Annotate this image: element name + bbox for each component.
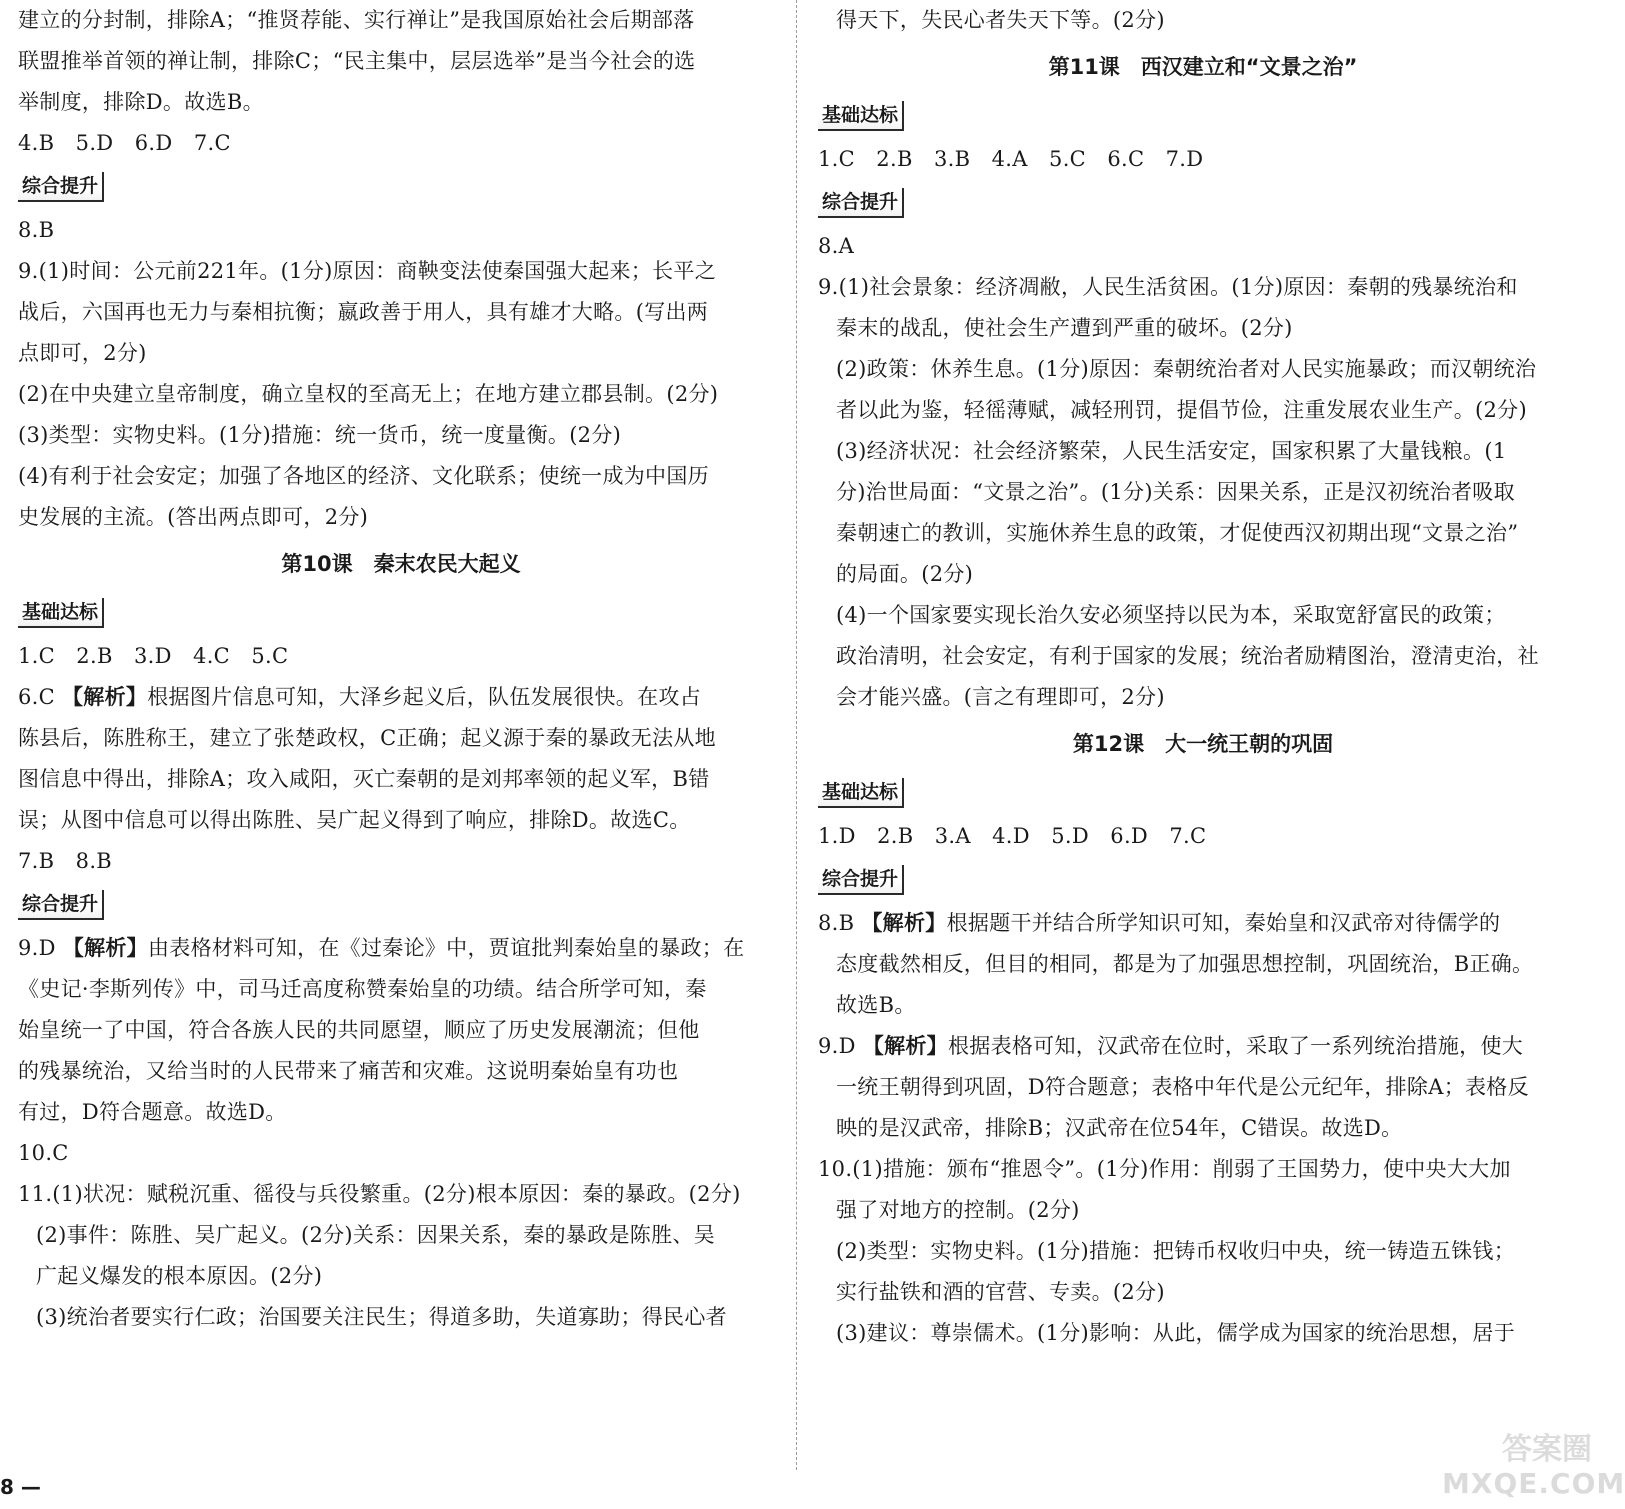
section-tag-zonghe: 综合提升 — [818, 865, 904, 895]
answer-line: 10.C — [18, 1141, 69, 1165]
text-line: 联盟推举首领的禅让制，排除C；“民主集中，层层选举”是当今社会的选 — [18, 49, 696, 73]
text-line: (2)类型：实物史料。(1分)措施：把铸币权收归中央，统一铸造五铢钱； — [836, 1239, 1515, 1263]
text-line: 秦末的战乱，使社会生产遭到严重的破坏。(2分) — [836, 316, 1293, 340]
text-line: (2)在中央建立皇帝制度，确立皇权的至高无上；在地方建立郡县制。(2分) — [18, 382, 719, 406]
section-tag-zonghe: 综合提升 — [18, 890, 104, 920]
analysis-line — [18, 677, 784, 718]
analysis-line — [18, 928, 784, 969]
column-divider — [796, 0, 797, 1470]
text-line: 秦朝速亡的教训，实施休养生息的政策，才促使西汉初期出现“文景之治” — [836, 521, 1519, 545]
watermark-top: 答案圈 — [1502, 1432, 1592, 1467]
left-column — [0, 0, 790, 1338]
text-line: 10.(1)措施：颁布“推恩令”。(1分)作用：削弱了王国势力，使中央大大加 — [818, 1157, 1511, 1181]
text-line: 举制度，排除D。故选B。 — [18, 90, 264, 114]
section-tag-zonghe: 综合提升 — [18, 172, 104, 202]
text-line: 映的是汉武帝，排除B；汉武帝在位54年，C错误。故选D。 — [836, 1116, 1403, 1140]
section-tag-jichu: 基础达标 — [18, 598, 104, 628]
text-line: 9.(1)社会景象：经济凋敝，人民生活贫困。(1分)原因：秦朝的残暴统治和 — [818, 275, 1518, 299]
question-answer: 9.D — [818, 1034, 856, 1058]
text-line: 陈县后，陈胜称王，建立了张楚政权，C正确；起义源于秦的暴政无法从地 — [18, 726, 716, 750]
text-line: 战后，六国再也无力与秦相抗衡；嬴政善于用人，具有雄才大略。(写出两 — [18, 300, 709, 324]
section-header — [818, 93, 1588, 139]
section-tag-jichu: 基础达标 — [818, 778, 904, 808]
analysis-line — [818, 1026, 1588, 1067]
text-line: 史发展的主流。(答出两点即可，2分) — [18, 505, 369, 529]
text-line: 始皇统一了中国，符合各族人民的共同愿望，顺应了历史发展潮流；但他 — [18, 1018, 700, 1042]
question-answer: 8.B — [818, 911, 855, 935]
text-line: 9.(1)时间：公元前221年。(1分)原因：商鞅变法使秦国强大起来；长平之 — [18, 259, 717, 283]
answer-line: 1.C 2.B 3.B 4.A 5.C 6.C 7.D — [818, 147, 1204, 171]
text-line: 故选B。 — [836, 993, 916, 1017]
lesson-title-11: 第11课 西汉建立和“文景之治” — [1048, 55, 1358, 79]
answer-line: 1.C 2.B 3.D 4.C 5.C — [18, 644, 289, 668]
section-header — [18, 882, 784, 928]
text-line: (4)一个国家要实现长治久安必须坚持以民为本，采取宽舒富民的政策； — [836, 603, 1506, 627]
analysis-tag: 【解析】 — [861, 911, 947, 935]
text-line: 一统王朝得到巩固，D符合题意；表格中年代是公元纪年，排除A；表格反 — [836, 1075, 1529, 1099]
section-tag-zonghe: 综合提升 — [818, 188, 904, 218]
right-column — [808, 0, 1600, 1354]
question-answer: 6.C — [18, 685, 56, 709]
lesson-title-10: 第10课 秦末农民大起义 — [281, 552, 521, 576]
text-line: 会才能兴盛。(言之有理即可，2分) — [836, 685, 1165, 709]
text-line: 点即可，2分) — [18, 341, 147, 365]
text-line: (2)政策：休养生息。(1分)原因：秦朝统治者对人民实施暴政；而汉朝统治 — [836, 357, 1537, 381]
text-line: (3)建议：尊崇儒术。(1分)影响：从此，儒学成为国家的统治思想，居于 — [836, 1321, 1515, 1345]
text-line: 有过，D符合题意。故选D。 — [18, 1100, 287, 1124]
analysis-text: 根据图片信息可知，大泽乡起义后，队伍发展很快。在攻占 — [147, 685, 702, 709]
text-line: 图信息中得出，排除A；攻入咸阳，灭亡秦朝的是刘邦率领的起义军，B错 — [18, 767, 710, 791]
text-line: 建立的分封制，排除A；“推贤荐能、实行禅让”是我国原始社会后期部落 — [18, 8, 695, 32]
text-line: (3)经济状况：社会经济繁荣，人民生活安定，国家积累了大量钱粮。(1 — [836, 439, 1507, 463]
answer-line: 8.A — [818, 234, 855, 258]
text-line: (3)类型：实物史料。(1分)措施：统一货币，统一度量衡。(2分) — [18, 423, 622, 447]
text-line: 《史记·李斯列传》中，司马迁高度称赞秦始皇的功绩。结合所学可知，秦 — [18, 977, 707, 1001]
text-line: 态度截然相反，但目的相同，都是为了加强思想控制，巩固统治，B正确。 — [836, 952, 1534, 976]
section-header — [18, 164, 784, 210]
text-line: 广起义爆发的根本原因。(2分) — [36, 1264, 323, 1288]
analysis-text: 根据题干并结合所学知识可知，秦始皇和汉武帝对待儒学的 — [946, 911, 1501, 935]
analysis-tag: 【解析】 — [862, 1034, 948, 1058]
section-header — [18, 590, 784, 636]
text-line: 实行盐铁和酒的官营、专卖。(2分) — [836, 1280, 1165, 1304]
answer-line: 1.D 2.B 3.A 4.D 5.D 6.D 7.C — [818, 824, 1207, 848]
text-line: 者以此为鉴，轻徭薄赋，减轻刑罚，提倡节俭，注重发展农业生产。(2分) — [836, 398, 1527, 422]
text-line: 政治清明，社会安定，有利于国家的发展；统治者励精图治，澄清吏治，社 — [836, 644, 1539, 668]
text-line: 的残暴统治，又给当时的人民带来了痛苦和灾难。这说明秦始皇有功也 — [18, 1059, 679, 1083]
analysis-line — [818, 903, 1588, 944]
answer-line: 7.B 8.B — [18, 849, 113, 873]
watermark-logo — [1442, 1432, 1625, 1503]
section-tag-jichu: 基础达标 — [818, 101, 904, 131]
answer-line: 4.B 5.D 6.D 7.C — [18, 131, 231, 155]
text-line: 分)治世局面：“文景之治”。(1分)关系：因果关系，正是汉初统治者吸取 — [836, 480, 1515, 504]
text-line: (3)统治者要实行仁政；治国要关注民生；得道多助，失道寡助；得民心者 — [36, 1305, 727, 1329]
analysis-text: 根据表格可知，汉武帝在位时，采取了一系列统治措施，使大 — [947, 1034, 1524, 1058]
text-line: 得天下，失民心者失天下等。(2分) — [836, 8, 1165, 32]
lesson-title-12: 第12课 大一统王朝的巩固 — [1072, 732, 1334, 756]
section-header — [818, 857, 1588, 903]
text-line: 11.(1)状况：赋税沉重、徭役与兵役繁重。(2分)根本原因：秦的暴政。(2分) — [18, 1182, 741, 1206]
answer-line: 8.B — [18, 218, 55, 242]
analysis-tag: 【解析】 — [62, 936, 148, 960]
text-line: 的局面。(2分) — [836, 562, 974, 586]
analysis-text: 由表格材料可知，在《过秦论》中，贾谊批判秦始皇的暴政；在 — [147, 936, 745, 960]
section-header — [818, 770, 1588, 816]
text-line: 误；从图中信息可以得出陈胜、吴广起义得到了响应，排除D。故选C。 — [18, 808, 691, 832]
watermark-bottom: MXQE.COM — [1442, 1467, 1625, 1500]
text-line: (4)有利于社会安定；加强了各地区的经济、文化联系；使统一成为中国历 — [18, 464, 709, 488]
text-line: 强了对地方的控制。(2分) — [836, 1198, 1080, 1222]
question-answer: 9.D — [18, 936, 56, 960]
section-header — [818, 180, 1588, 226]
text-line: (2)事件：陈胜、吴广起义。(2分)关系：因果关系，秦的暴政是陈胜、吴 — [36, 1223, 715, 1247]
page-number: 8 — — [0, 1475, 41, 1499]
analysis-tag: 【解析】 — [62, 685, 148, 709]
